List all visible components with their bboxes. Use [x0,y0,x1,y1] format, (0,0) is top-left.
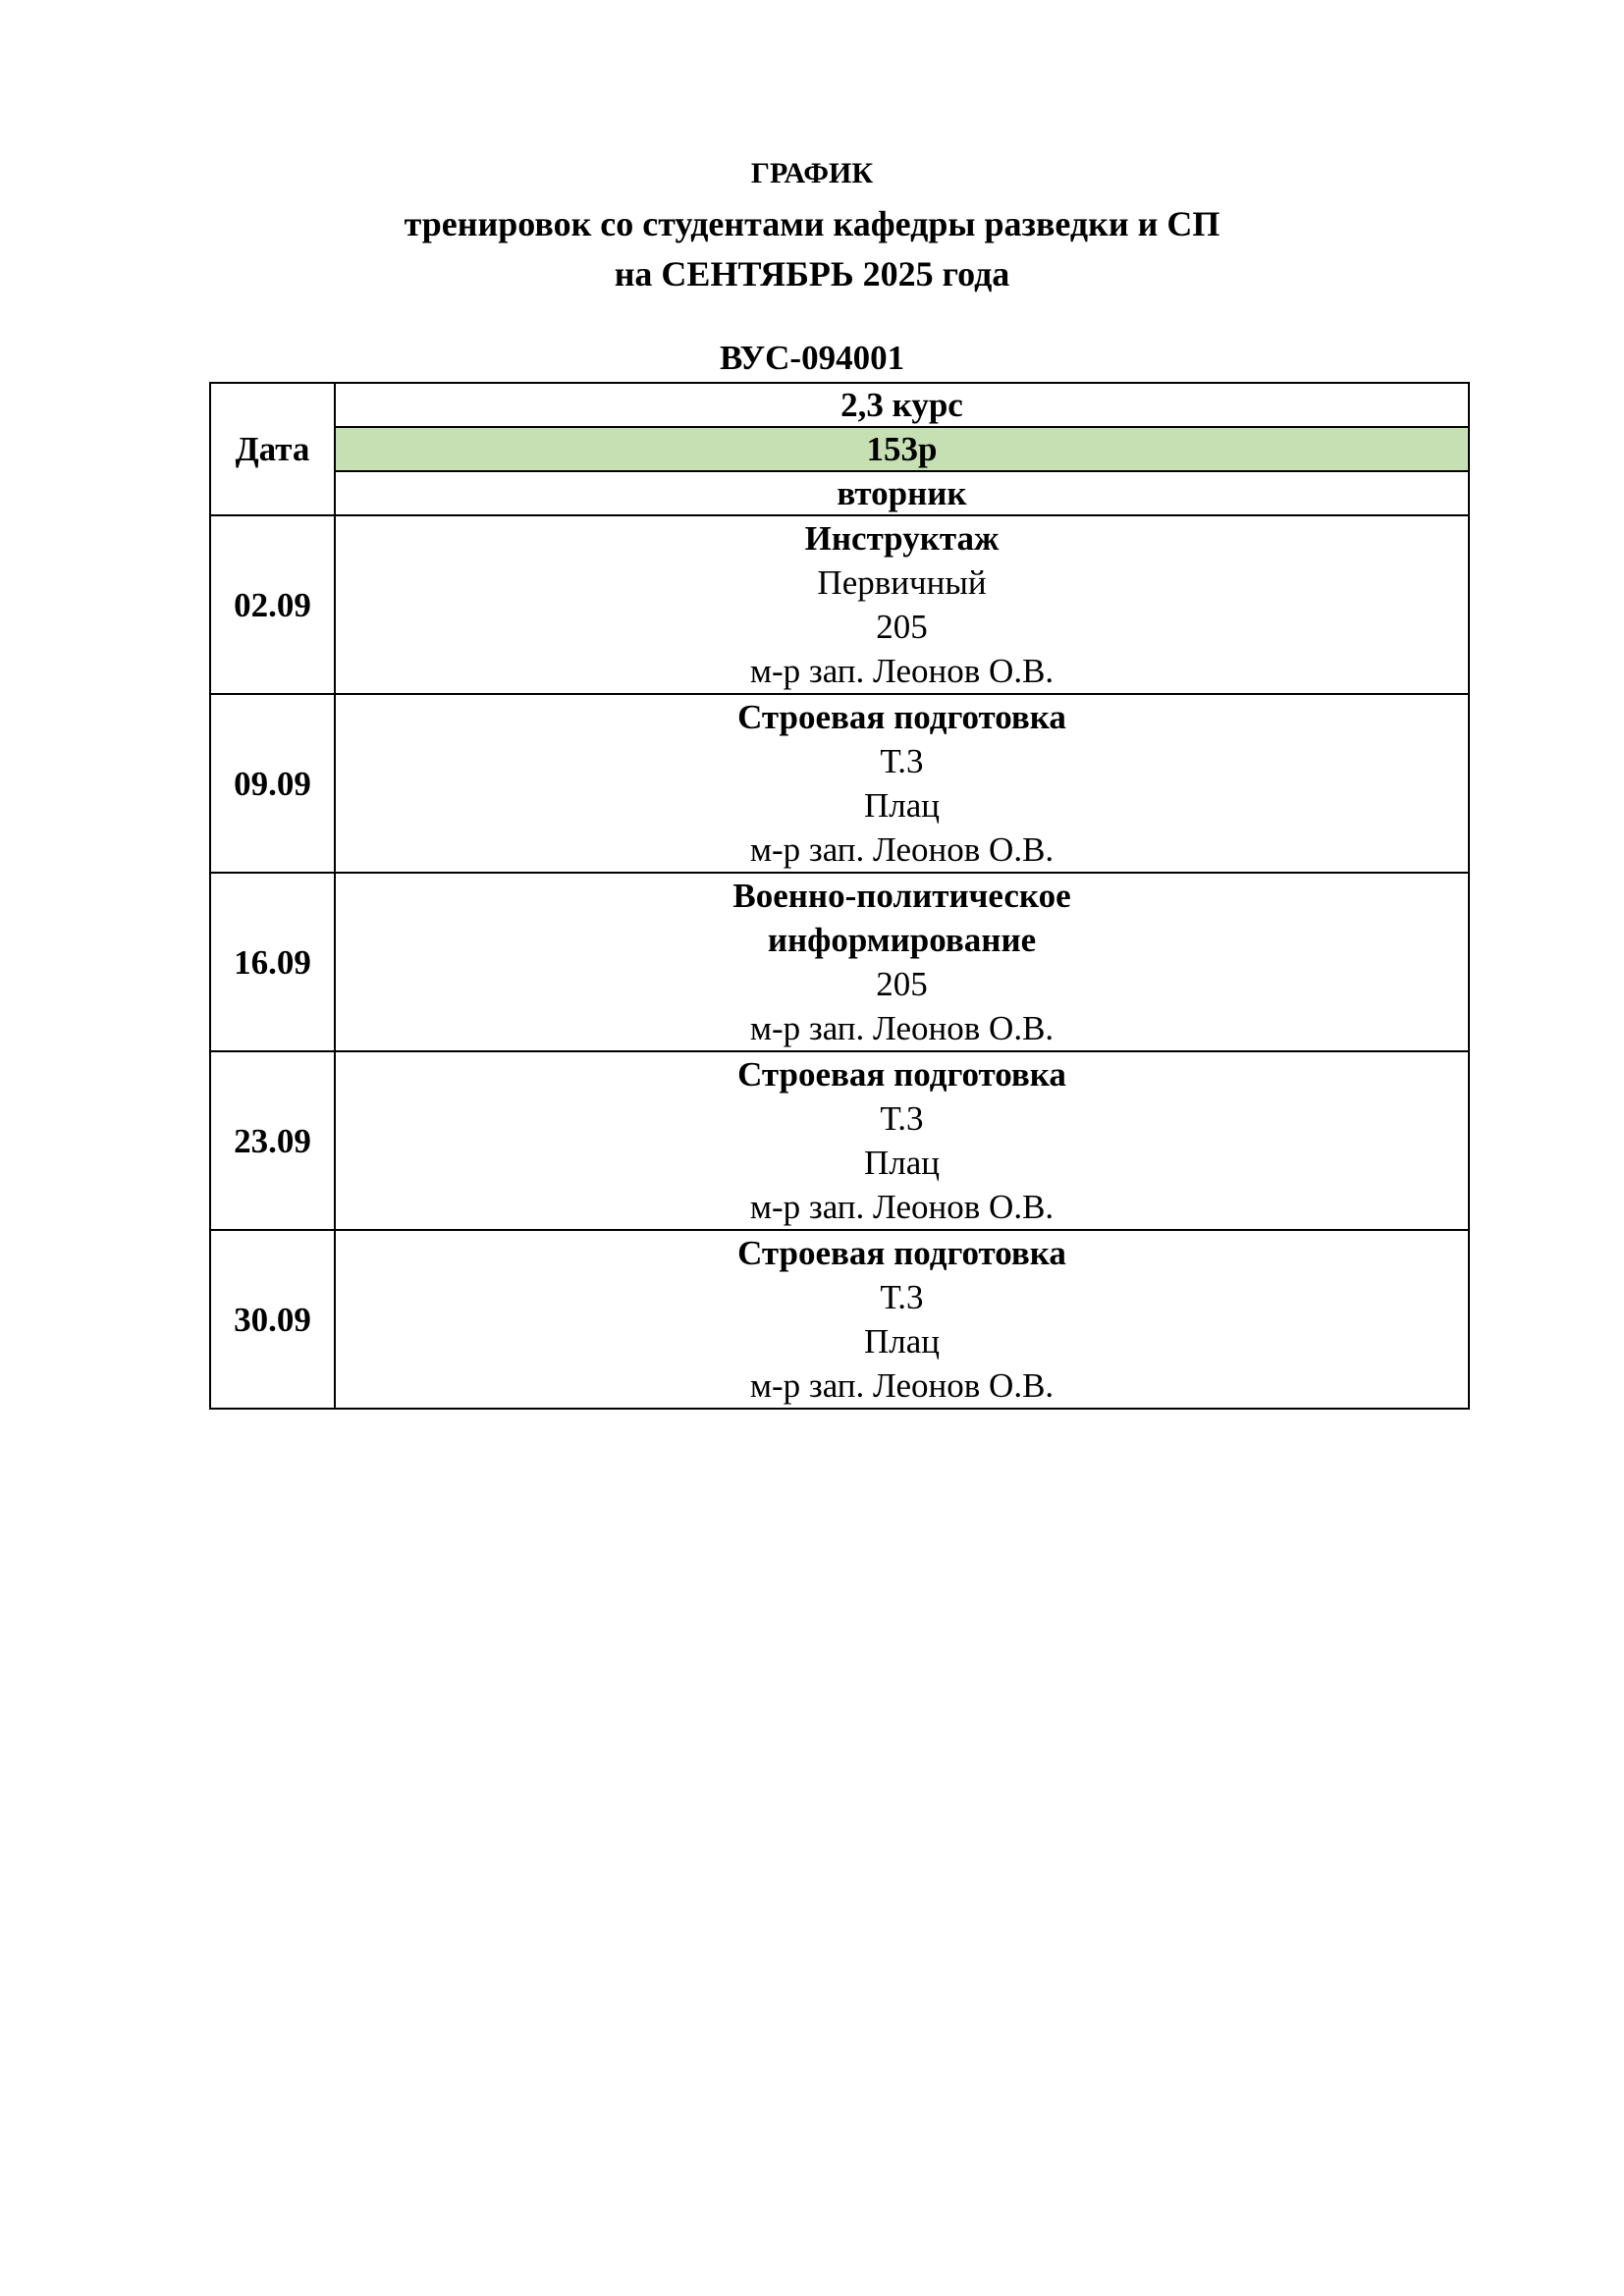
table-row [210,1051,1469,1230]
header-row-weekday [210,471,1469,515]
row-location: 205 [876,608,928,646]
row-instructor: м-р зап. Леонов О.В. [749,1366,1055,1405]
row-instructor: м-р зап. Леонов О.В. [749,1009,1055,1047]
row-instructor: м-р зап. Леонов О.В. [749,652,1055,690]
row-detail: Т.3 [880,1099,924,1138]
document-subtitle-line-2: на СЕНТЯБРЬ 2025 года [614,254,1010,294]
row-subject: Строевая подготовка [737,698,1066,736]
row-detail: Т.3 [880,1278,924,1316]
row-details [335,1051,1469,1230]
row-location: 205 [876,965,928,1003]
row-subject: Военно-политическое [732,877,1071,915]
course-header: 2,3 курс [335,383,1469,427]
row-date: 23.09 [210,1051,335,1230]
row-subject: информирование [767,921,1037,959]
row-location: Плац [863,786,940,825]
weekday-header: вторник [335,471,1469,515]
row-detail: Первичный [817,563,987,602]
document-title: ГРАФИК [750,157,874,189]
row-details [335,1230,1469,1409]
row-date: 09.09 [210,694,335,873]
table-row [210,694,1469,873]
table-row [210,873,1469,1051]
document-subtitle-line-1: тренировок со студентами кафедры разведки и СП [404,204,1220,243]
table-row [210,515,1469,694]
row-date: 30.09 [210,1230,335,1409]
vus-code: ВУС-094001 [719,339,905,377]
row-details [335,873,1469,1051]
row-date: 16.09 [210,873,335,1051]
header-row-group [210,427,1469,471]
row-location: Плац [863,1144,940,1182]
row-details [335,694,1469,873]
date-column-header: Дата [210,383,335,515]
row-subject: Инструктаж [804,519,1000,558]
row-instructor: м-р зап. Леонов О.В. [749,830,1055,869]
row-detail: Т.3 [880,742,924,780]
schedule-body [210,515,1469,1409]
row-instructor: м-р зап. Леонов О.В. [749,1188,1055,1226]
row-details [335,515,1469,694]
group-header: 153р [335,427,1469,471]
row-subject: Строевая подготовка [737,1055,1066,1094]
header-row-course [210,383,1469,427]
schedule-table [209,382,1470,1410]
row-date: 02.09 [210,515,335,694]
row-subject: Строевая подготовка [737,1234,1066,1272]
table-row [210,1230,1469,1409]
row-location: Плац [863,1322,940,1361]
